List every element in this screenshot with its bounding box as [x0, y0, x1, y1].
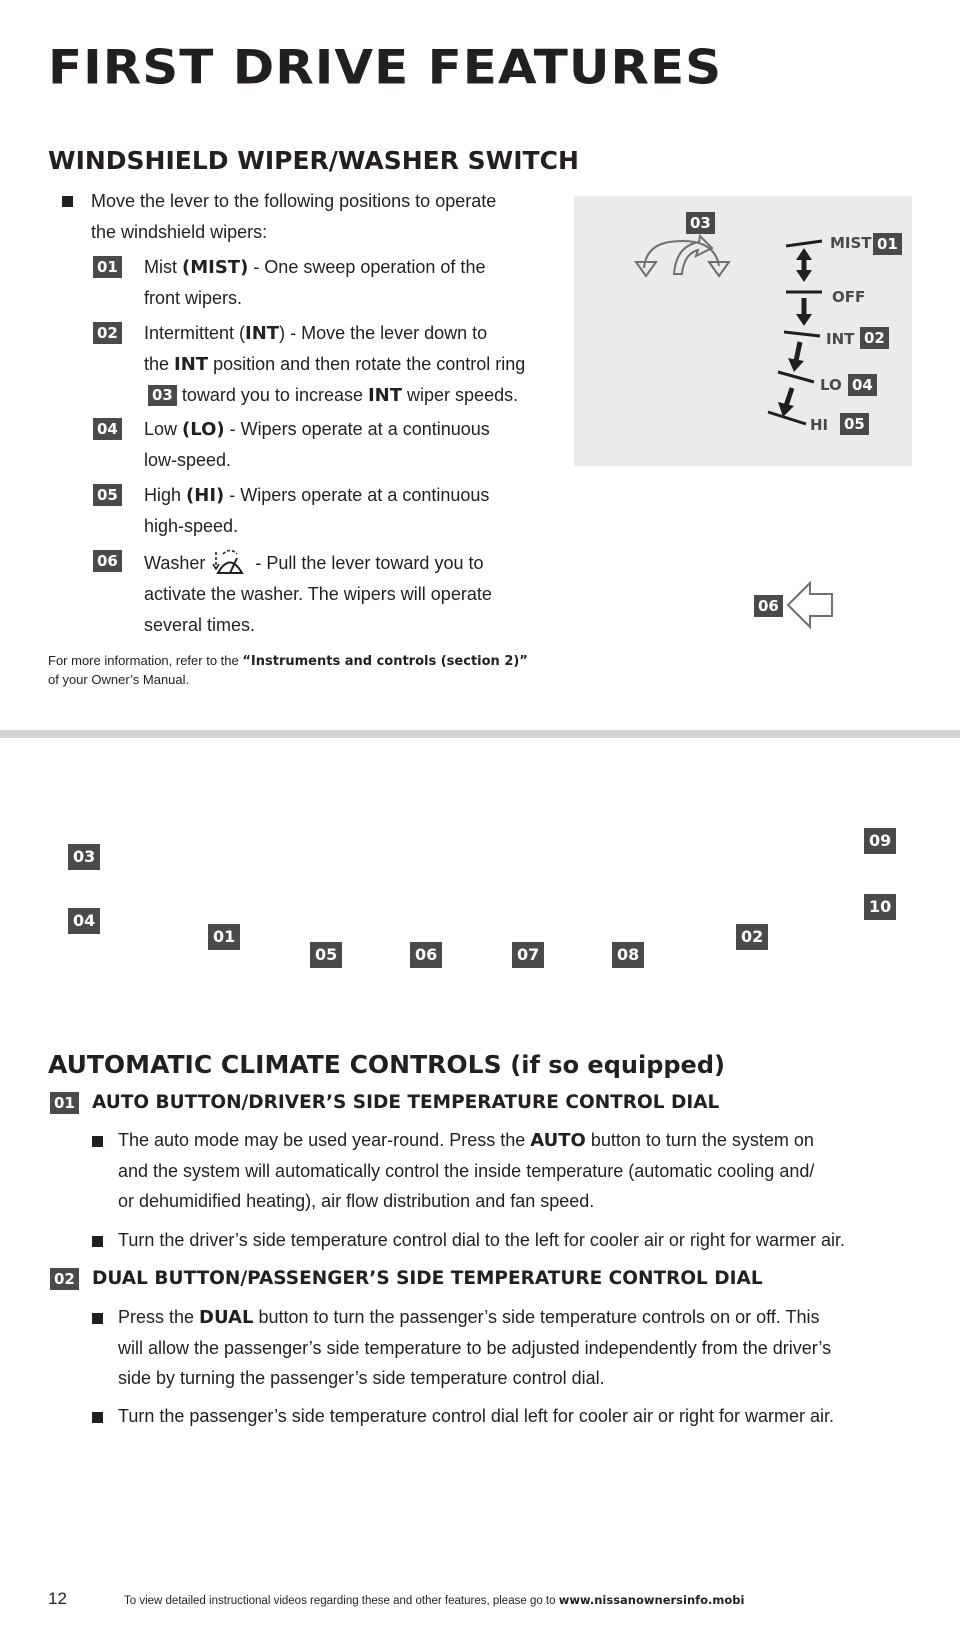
- climate-callout-badge: 08: [612, 942, 644, 968]
- callout-badge: 03: [148, 385, 177, 406]
- callout-badge: 02: [50, 1268, 79, 1290]
- dual-button-subheading: DUAL BUTTON/PASSENGER’S SIDE TEMPERATURE CONTROL DIAL: [92, 1268, 763, 1289]
- footer-link[interactable]: www.nissanownersinfo.mobi: [558, 1593, 745, 1607]
- callout-badge: 06: [93, 550, 122, 572]
- pull-arrow-icon: [786, 581, 836, 631]
- hi-label: HI: [810, 416, 829, 434]
- int-callout-badge: 02: [860, 327, 889, 349]
- callout-badge: 01: [50, 1092, 79, 1114]
- climate-callout-badge: 03: [68, 844, 100, 870]
- off-label: OFF: [832, 288, 866, 306]
- washer-icon: [210, 546, 250, 578]
- page-title: FIRST DRIVE FEATURES: [48, 40, 723, 96]
- climate-callout-badge: 10: [864, 894, 896, 920]
- climate-callout-badge: 07: [512, 942, 544, 968]
- driver-dial-paragraph: Turn the driver’s side temperature control dial to the left for cooler air or right for warmer air.: [118, 1230, 845, 1250]
- climate-callout-badge: 06: [410, 942, 442, 968]
- lever-positions-graphic: [768, 241, 822, 424]
- climate-section-heading: AUTOMATIC CLIMATE CONTROLS (if so equipped): [48, 1050, 725, 1079]
- bullet-icon: [62, 196, 73, 207]
- washer-callout-badge: 06: [754, 595, 783, 617]
- hi-callout-badge: 05: [840, 413, 869, 435]
- footer-note: To view detailed instructional videos regarding these and other features, please go to www.nissanownersinfo.mobi: [124, 1593, 745, 1607]
- section-divider: [0, 730, 960, 738]
- page-number: 12: [48, 1589, 67, 1608]
- wiper-intro-line1: Move the lever to the following positions to operate: [91, 191, 497, 211]
- bullet-icon: [92, 1412, 103, 1423]
- auto-mode-paragraph: The auto mode may be used year-round. Press the AUTO button to turn the system on and the system will automatically control the inside temperature (automatic cooling and/ or dehumidified heating), air flow distribution and fan speed.: [118, 1130, 815, 1211]
- ring-rotate-icon: [636, 236, 729, 276]
- mist-callout-badge: 01: [873, 233, 902, 255]
- wiper-lever-diagram: [574, 196, 912, 466]
- wiper-section-heading: WINDSHIELD WIPER/WASHER SWITCH: [48, 146, 579, 175]
- climate-callout-badge: 05: [310, 942, 342, 968]
- ring-callout-badge: 03: [686, 212, 715, 234]
- owners-manual-note: For more information, refer to the “Instruments and controls (section 2)” of your Owner’s Manual.: [48, 653, 528, 687]
- int-label: INT: [826, 330, 855, 348]
- bullet-icon: [92, 1236, 103, 1247]
- passenger-dial-paragraph: Turn the passenger’s side temperature control dial left for cooler air or right for warmer air.: [118, 1406, 834, 1426]
- callout-badge: 05: [93, 484, 122, 506]
- wiper-intro-line2: the windshield wipers:: [91, 222, 268, 242]
- lo-label: LO: [820, 376, 842, 394]
- climate-callout-badge: 09: [864, 828, 896, 854]
- bullet-icon: [92, 1313, 103, 1324]
- dual-mode-paragraph: Press the DUAL button to turn the passenger’s side temperature controls on or off. This will allow the passenger’s side temperature to be adjusted independently from the driver’s side by turning the passenger’s side temperature control dial.: [118, 1307, 832, 1388]
- mist-label: MIST: [830, 234, 872, 252]
- callout-badge: 02: [93, 322, 122, 344]
- callout-badge: 04: [93, 418, 122, 440]
- callout-badge: 01: [93, 256, 122, 278]
- lo-callout-badge: 04: [848, 374, 877, 396]
- climate-callout-badge: 01: [208, 924, 240, 950]
- auto-button-subheading: AUTO BUTTON/DRIVER’S SIDE TEMPERATURE CONTROL DIAL: [92, 1092, 720, 1113]
- climate-callout-badge: 02: [736, 924, 768, 950]
- bullet-icon: [92, 1136, 103, 1147]
- climate-callout-badge: 04: [68, 908, 100, 934]
